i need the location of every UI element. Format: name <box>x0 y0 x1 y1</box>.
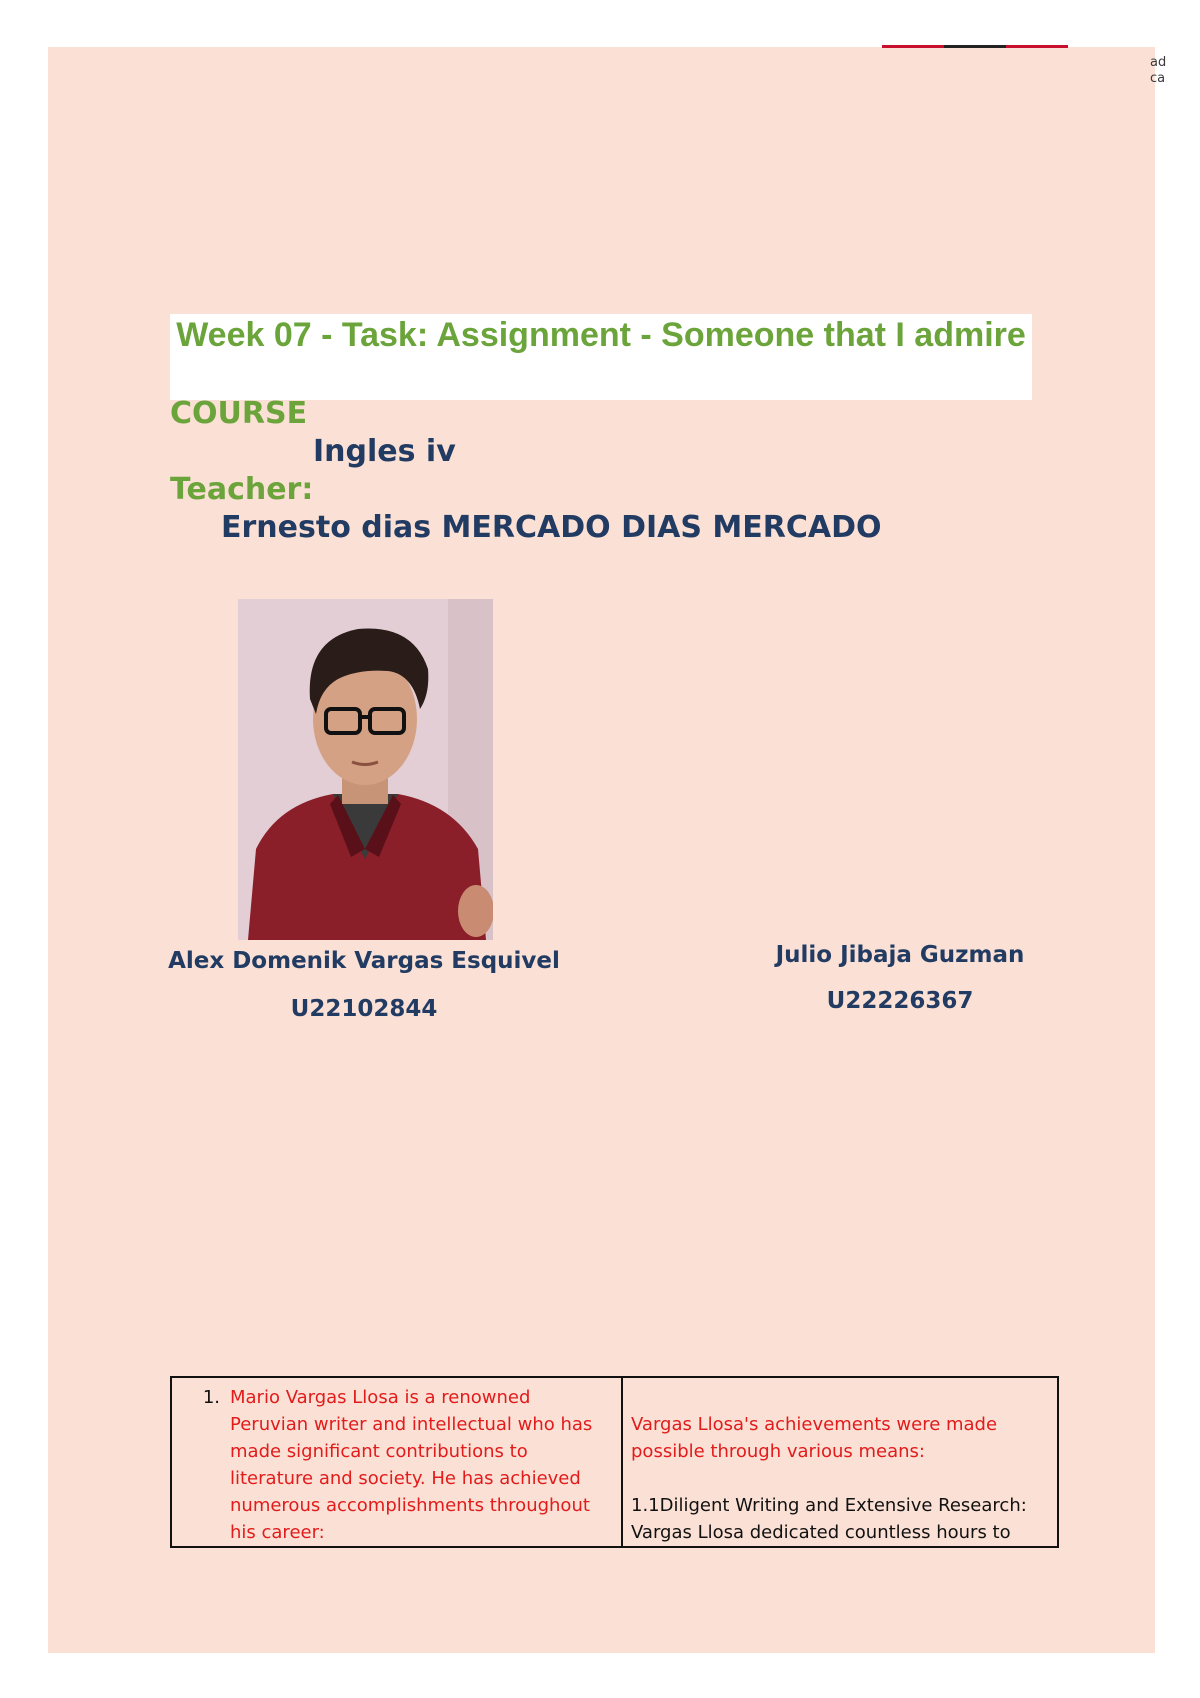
table-cell-right <box>622 1377 1058 1547</box>
student-photo <box>238 599 493 940</box>
content-table <box>170 1376 1059 1548</box>
logo-stripe <box>882 45 1068 48</box>
student-1-name: Alex Domenik Vargas Esquivel <box>168 948 560 974</box>
course-value: Ingles iv <box>313 434 456 469</box>
right-intro: Vargas Llosa's achievements were made possible through various means: <box>631 1414 998 1462</box>
logo-fragment: ad ca <box>1150 55 1167 86</box>
teacher-value: Ernesto dias MERCADO DIAS MERCADO <box>221 510 882 545</box>
student-2-name: Julio Jibaja Guzman <box>775 942 1025 968</box>
table-cell-left <box>171 1377 622 1547</box>
list-number: 1. <box>202 1387 220 1408</box>
document-title: Week 07 - Task: Assignment - Someone that I admire <box>176 316 1026 354</box>
table-row <box>171 1377 1058 1547</box>
student-2-code: U22226367 <box>826 988 974 1014</box>
course-label: COURSE <box>170 396 308 431</box>
portrait-image <box>238 599 493 940</box>
right-point: 1.1Diligent Writing and Extensive Research: Vargas Llosa dedicated countless hours to <box>631 1495 1027 1543</box>
list-item-text: Mario Vargas Llosa is a renowned Peruvian writer and intellectual who has made significant contributions to literature and society. He has achieved numerous accomplishments throughout his career: <box>230 1387 593 1543</box>
teacher-label: Teacher: <box>170 472 314 507</box>
student-1-code: U22102844 <box>290 996 438 1022</box>
